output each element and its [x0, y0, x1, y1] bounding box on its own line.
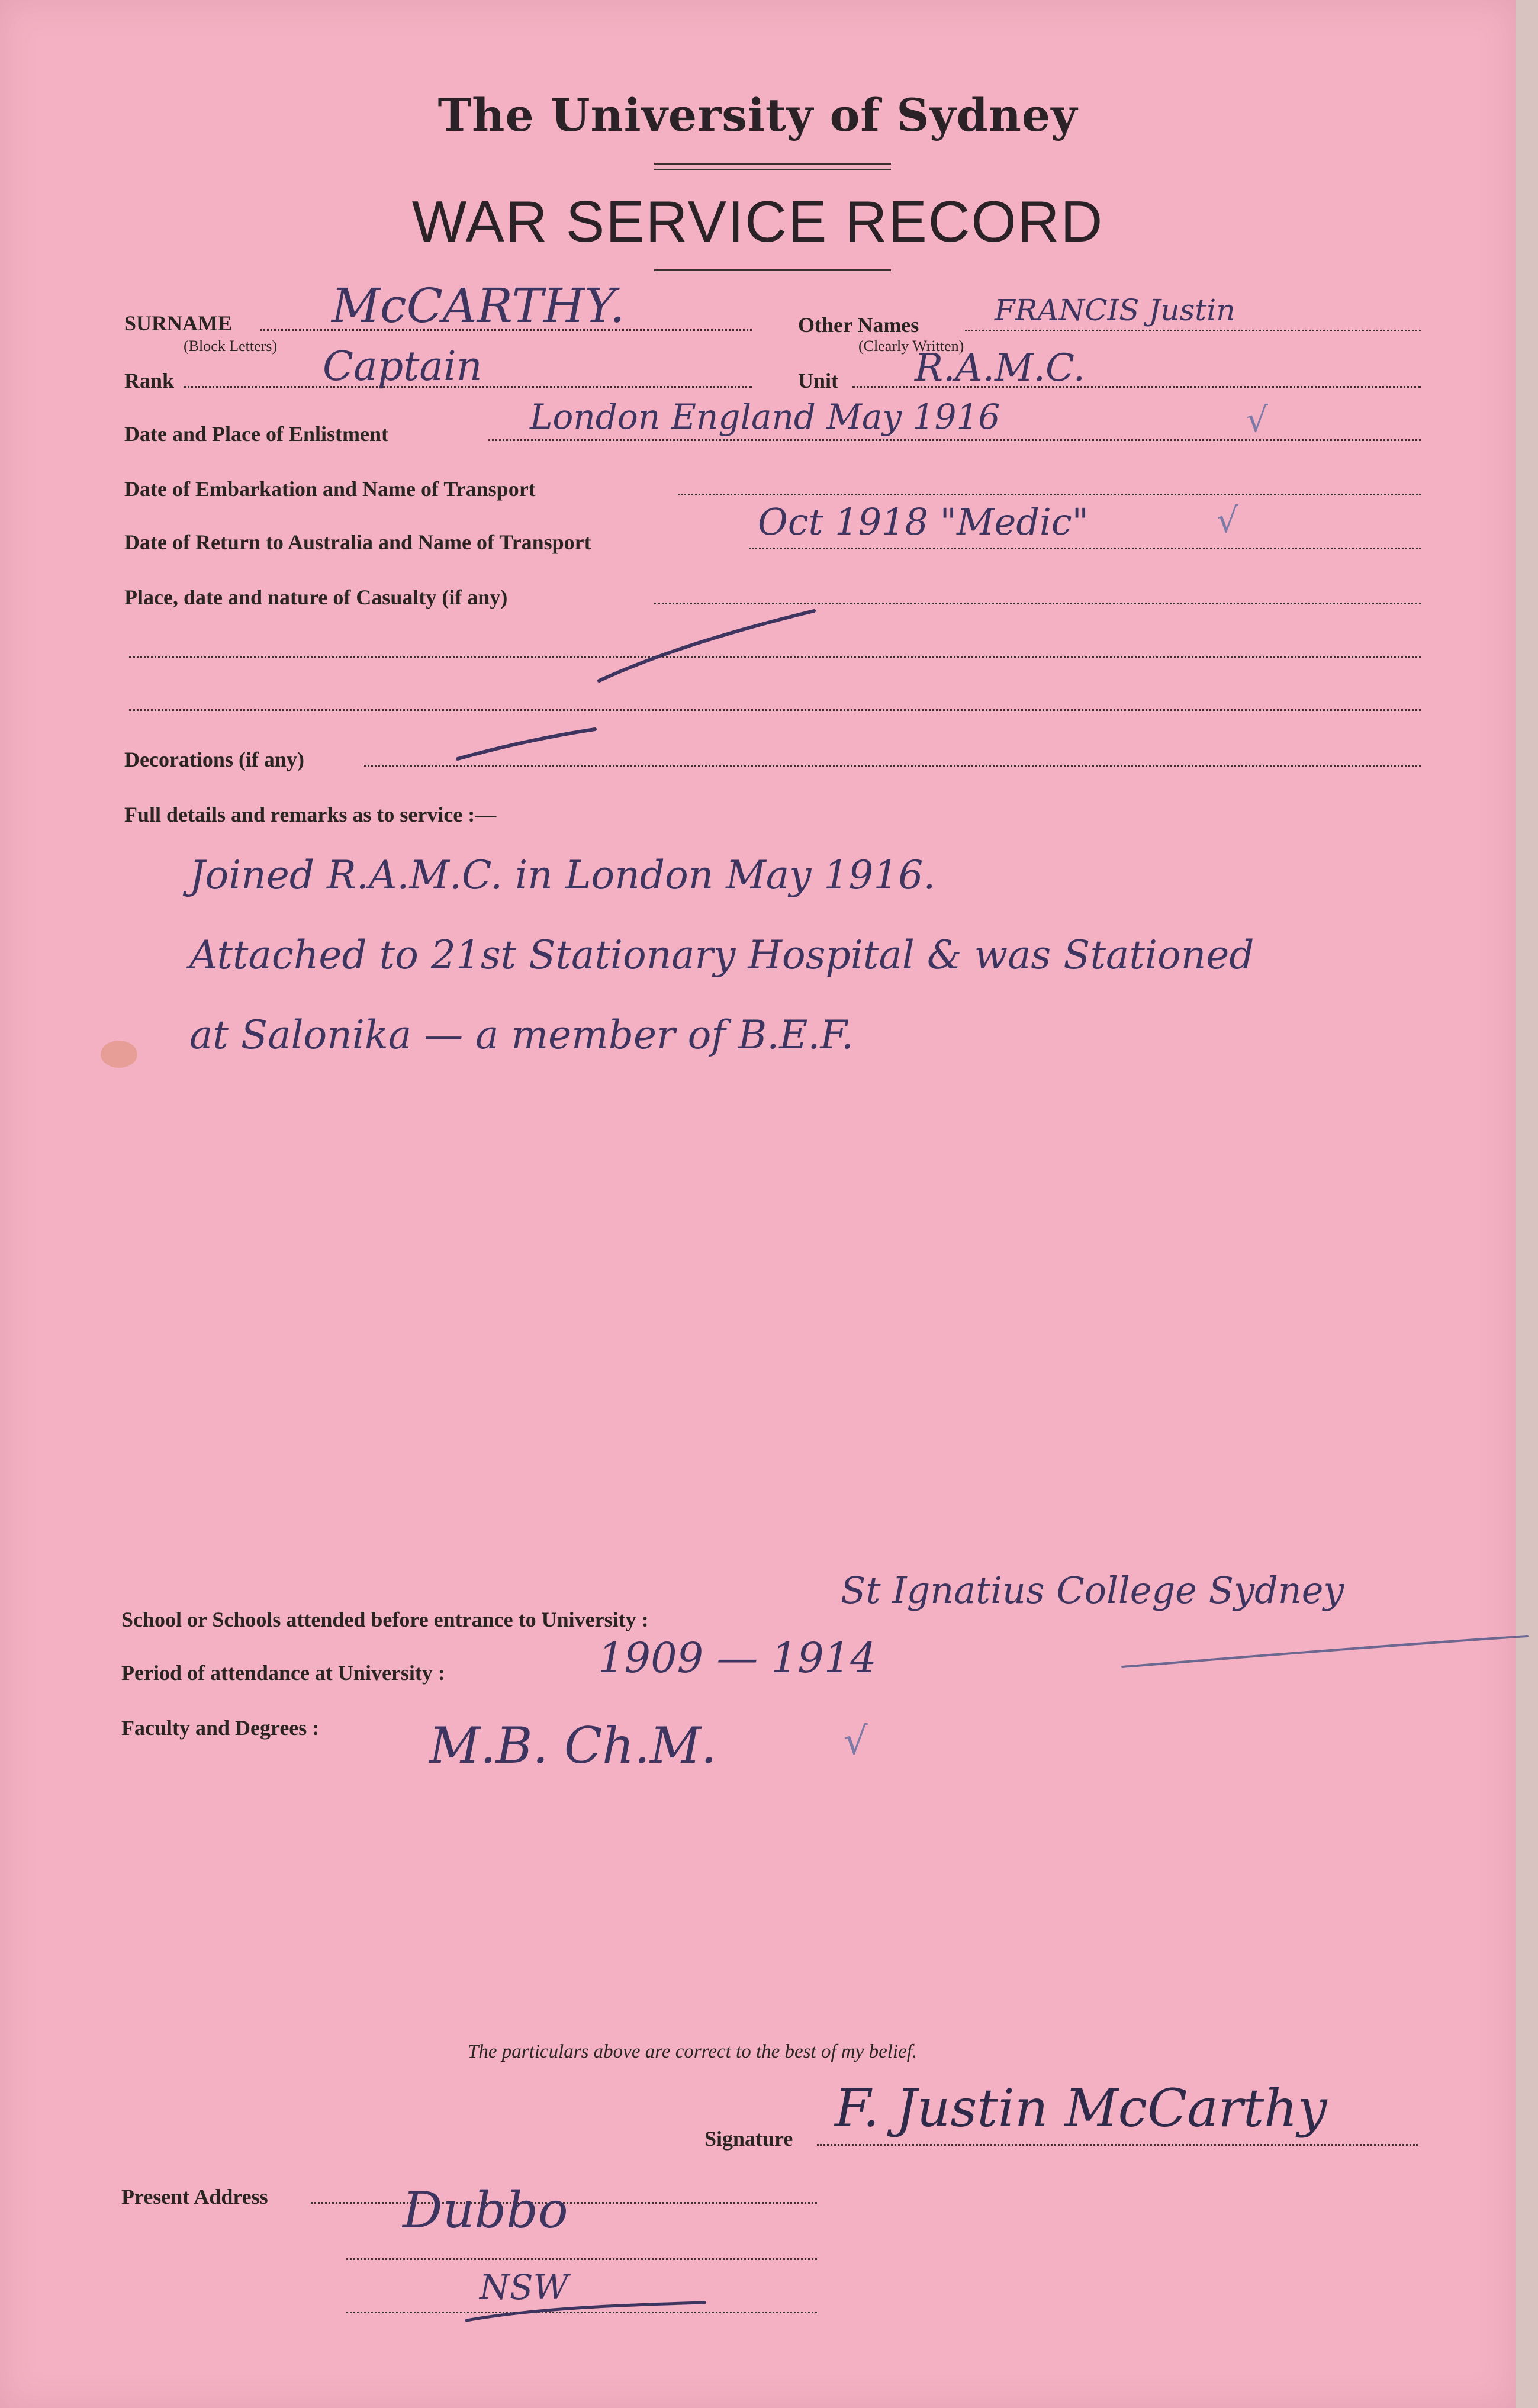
- address-line-2: [346, 2258, 817, 2260]
- faculty-check-mark: √: [844, 1720, 868, 1763]
- casualty-nil-stroke: [592, 604, 823, 687]
- enlistment-line: [488, 439, 1421, 441]
- details-line-2: Attached to 21st Stationary Hospital & was Stationed: [189, 932, 1254, 978]
- decorations-label: Decorations (if any): [124, 748, 304, 771]
- decorations-nil-stroke: [453, 723, 601, 765]
- signature-value: F. Justin McCarthy: [835, 2078, 1327, 2139]
- school-label: School or Schools attended before entrance to University :: [121, 1608, 649, 1631]
- enlistment-label: Date and Place of Enlistment: [124, 422, 388, 446]
- school-value: St Ignatius College Sydney: [841, 1569, 1344, 1612]
- details-label: Full details and remarks as to service :—: [124, 803, 497, 826]
- return-label: Date of Return to Australia and Name of Transport: [124, 530, 591, 554]
- title-rule-bottom: [654, 269, 891, 271]
- embarkation-line: [678, 494, 1421, 495]
- decorations-line: [364, 765, 1421, 767]
- enlistment-check-mark: √: [1246, 400, 1268, 440]
- surname-hint: (Block Letters): [184, 337, 278, 355]
- return-check-mark: √: [1217, 500, 1238, 540]
- unit-value: R.A.M.C.: [915, 346, 1085, 390]
- other-names-label: Other Names: [798, 313, 919, 337]
- return-value: Oct 1918 "Medic": [758, 500, 1089, 543]
- other-names-value: FRANCIS Justin: [995, 293, 1235, 327]
- other-names-line: [965, 330, 1421, 331]
- title-rule-top: [654, 163, 891, 165]
- faculty-label: Faculty and Degrees :: [121, 1716, 320, 1740]
- signature-label: Signature: [704, 2127, 793, 2151]
- attendance-value: 1909 — 1914: [598, 1634, 877, 1682]
- other-names-hint: (Clearly Written): [858, 337, 964, 355]
- form-title: WAR SERVICE RECORD: [411, 189, 1104, 254]
- enlistment-value: London England May 1916: [530, 397, 1000, 437]
- details-line-3: at Salonika — a member of B.E.F.: [189, 1012, 854, 1058]
- surname-label: SURNAME: [124, 311, 233, 335]
- rank-value: Captain: [323, 343, 482, 390]
- details-line-1: Joined R.A.M.C. in London May 1916.: [189, 852, 936, 898]
- address-line2-value: NSW: [480, 2267, 569, 2307]
- address-underline-stroke: [462, 2297, 710, 2332]
- embarkation-label: Date of Embarkation and Name of Transport: [124, 477, 536, 501]
- rank-label: Rank: [124, 369, 175, 392]
- institution-title: The University of Sydney: [437, 89, 1078, 141]
- surname-value: McCARTHY.: [332, 278, 625, 333]
- declaration-statement: The particulars above are correct to the best of my belief.: [468, 2041, 918, 2062]
- unit-label: Unit: [798, 369, 839, 392]
- signature-line: [817, 2144, 1418, 2146]
- address-label: Present Address: [121, 2185, 268, 2209]
- address-line1-value: Dubbo: [403, 2181, 568, 2239]
- title-rule-top-2: [654, 169, 891, 170]
- return-line: [749, 548, 1421, 549]
- faculty-value: M.B. Ch.M.: [429, 1717, 717, 1775]
- casualty-line-3: [129, 709, 1421, 711]
- casualty-label: Place, date and nature of Casualty (if any): [124, 585, 508, 609]
- school-underline-stroke: [1119, 1622, 1533, 1675]
- paper-stain: [101, 1041, 137, 1068]
- attendance-label: Period of attendance at University :: [121, 1661, 445, 1685]
